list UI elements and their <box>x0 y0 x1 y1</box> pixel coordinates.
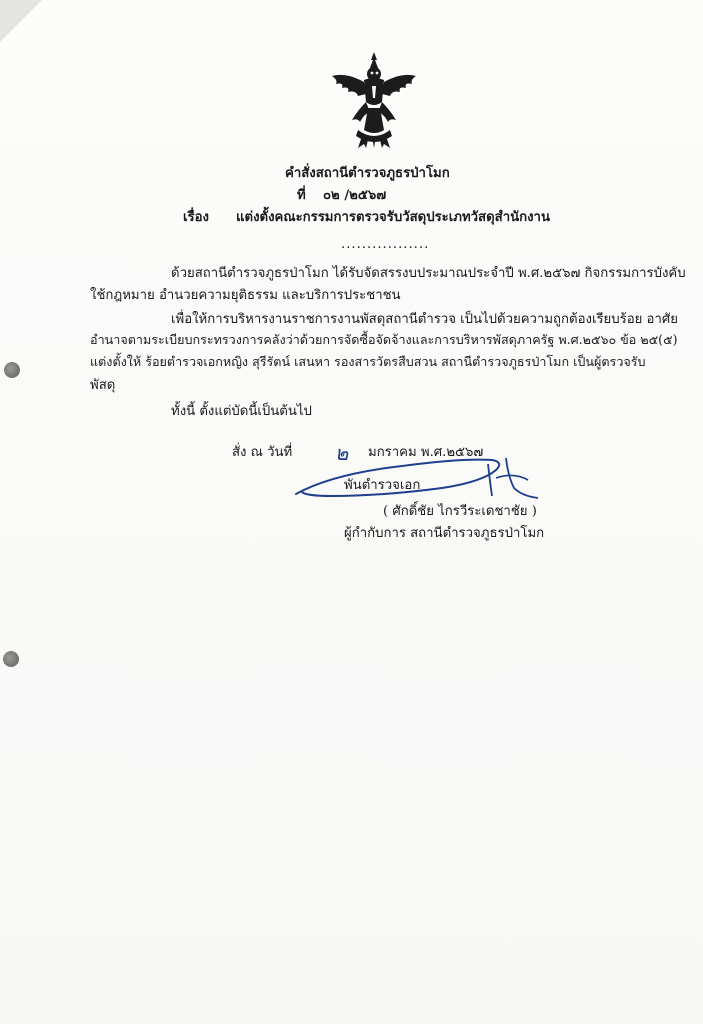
divider-dots: ................. <box>341 237 430 252</box>
signer-position: ผู้กำกับการ สถานีตำรวจภูธรป่าโมก <box>344 526 545 541</box>
paragraph-2-line-3: แต่งตั้งให้ ร้อยตำรวจเอกหญิง สุรีรัตน์ เสนหา รองสารวัตรสืบสวน สถานีตำรวจภูธรป่าโมก เป็นผู้ตรวจรับ <box>90 354 646 369</box>
paragraph-2-line-1: เพื่อให้การบริหารงานราชการงานพัสดุสถานีตำรวจ เป็นไปด้วยความถูกต้องเรียบร้อย อาศัย <box>171 312 678 327</box>
punch-hole-bottom <box>3 651 19 667</box>
subject-label: เรื่อง <box>183 210 209 225</box>
punch-hole-top <box>4 362 20 378</box>
order-number-label: ที่ <box>297 188 306 203</box>
paragraph-2-line-2: อำนาจตามระเบียบกระทรวงการคลังว่าด้วยการจัดซื้อจัดจ้างและการบริหารพัสดุภาครัฐ พ.ศ.๒๕๖๐ ข้อ ๒๕(๕) <box>90 332 678 347</box>
folded-corner <box>0 0 42 42</box>
date-month-year: มกราคม พ.ศ.๒๕๖๗ <box>368 445 484 460</box>
paragraph-2-line-4: พัสดุ <box>90 378 116 393</box>
handwritten-day: ๒ <box>335 441 349 465</box>
signer-name: ( ศักดิ์ชัย ไกรวีระเดชาชัย ) <box>383 504 537 519</box>
paragraph-1-line-2: ใช้กฎหมาย อำนวยความยุติธรรม และบริการประชาชน <box>90 288 401 303</box>
subject-text: แต่งตั้งคณะกรรมการตรวจรับวัสดุประเภทวัสดุสำนักงาน <box>236 210 550 225</box>
paragraph-1-line-1: ด้วยสถานีตำรวจภูธรป่าโมก ได้รับจัดสรรงบประมาณประจำปี พ.ศ.๒๕๖๗ กิจกรรมการบังคับ <box>171 266 686 281</box>
order-title: คำสั่งสถานีตำรวจภูธรป่าโมก <box>285 166 450 181</box>
order-number-value: ๐๒ /๒๕๖๗ <box>323 188 387 203</box>
garuda-emblem-icon <box>328 50 420 150</box>
signer-rank: พันตำรวจเอก <box>344 478 421 493</box>
date-prefix: สั่ง ณ วันที่ <box>232 445 293 460</box>
effective-statement: ทั้งนี้ ตั้งแต่บัดนี้เป็นต้นไป <box>171 404 312 419</box>
